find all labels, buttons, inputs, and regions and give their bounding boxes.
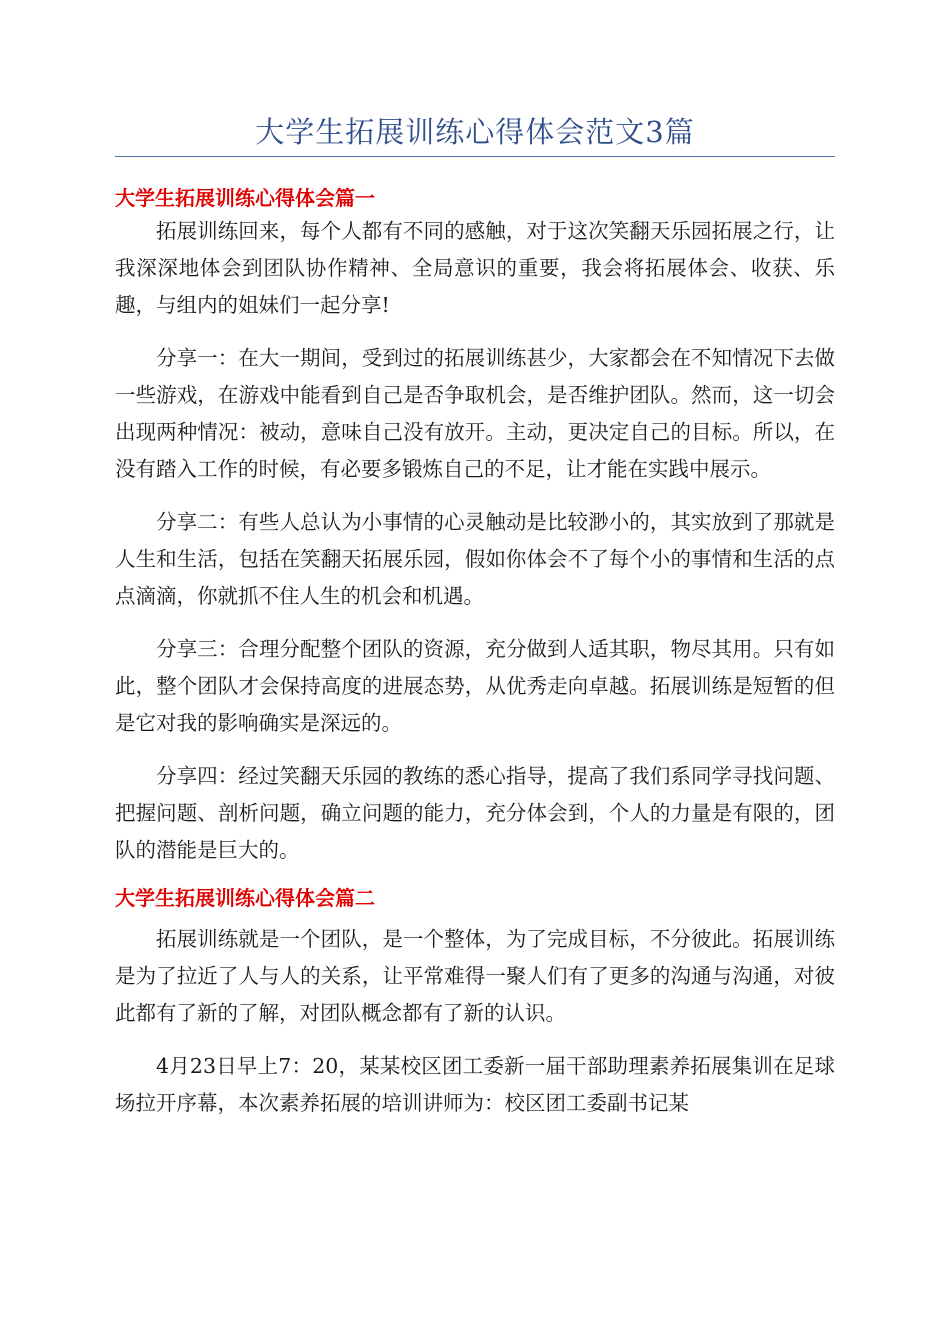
title-underline (115, 156, 835, 157)
section-heading-2: 大学生拓展训练心得体会篇二 (115, 886, 375, 910)
document-title: 大学生拓展训练心得体会范文3篇 (255, 115, 695, 149)
section-heading-1: 大学生拓展训练心得体会篇一 (115, 186, 375, 210)
paragraph: 4月23日早上7：20，某某校区团工委新一届干部助理素养拓展集训在足球场拉开序幕，本次素养拓展的培训讲师为：校区团工委副书记某 (115, 1054, 835, 1115)
paragraph: 分享四：经过笑翻天乐园的教练的悉心指导，提高了我们系同学寻找问题、把握问题、剖析问题，确立问题的能力，充分体会到，个人的力量是有限的，团队的潜能是巨大的。 (115, 764, 835, 862)
document-page (115, 0, 835, 1122)
paragraph: 分享二：有些人总认为小事情的心灵触动是比较渺小的，其实放到了那就是人生和生活，包括在笑翻天拓展乐园，假如你体会不了每个小的事情和生活的点点滴滴，你就抓不住人生的机会和机遇。 (115, 510, 835, 608)
paragraph: 拓展训练就是一个团队，是一个整体，为了完成目标，不分彼此。拓展训练是为了拉近了人与人的关系，让平常难得一聚人们有了更多的沟通与沟通，对彼此都有了新的了解，对团队概念都有了新的认识。 (115, 927, 835, 1025)
paragraph: 分享一：在大一期间，受到过的拓展训练甚少，大家都会在不知情况下去做一些游戏，在游戏中能看到自己是否争取机会，是否维护团队。然而，这一切会出现两种情况：被动，意味自己没有放开。主动，更决定自己的目标。所以，在没有踏入工作的时候，有必要多锻炼自己的不足，让才能在实践中展示。 (115, 346, 835, 481)
paragraph: 分享三：合理分配整个团队的资源，充分做到人适其职，物尽其用。只有如此，整个团队才会保持高度的进展态势，从优秀走向卓越。拓展训练是短暂的但是它对我的影响确实是深远的。 (115, 637, 835, 735)
paragraph: 拓展训练回来，每个人都有不同的感触，对于这次笑翻天乐园拓展之行，让我深深地体会到团队协作精神、全局意识的重要，我会将拓展体会、收获、乐趣，与组内的姐妹们一起分享! (115, 219, 835, 317)
